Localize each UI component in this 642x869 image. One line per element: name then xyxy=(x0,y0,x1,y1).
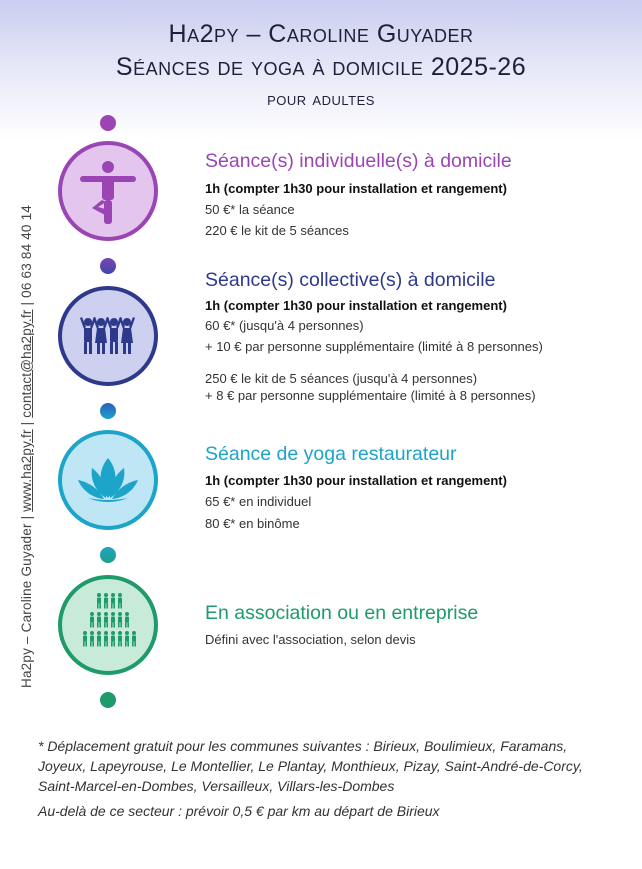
page-subtitle: Séances de yoga à domicile 2025-26 xyxy=(115,53,527,81)
collective-kit-extra-price: + 8 € par personne supplémentaire (limité à 8 personnes) xyxy=(205,388,536,403)
contact-name: Ha2py – Caroline Guyader xyxy=(19,523,34,688)
restaurative-section-title: Séance de yoga restaurateur xyxy=(205,443,457,465)
audience-label: pour adultes xyxy=(267,89,375,110)
collective-duration: 1h (compter 1h30 pour installation et rangement) xyxy=(205,298,507,313)
lotus-icon xyxy=(58,430,158,530)
collective-kit-price: 250 € le kit de 5 séances (jusqu'à 4 personnes) xyxy=(205,371,478,386)
email-link[interactable]: contact@ha2py.fr xyxy=(19,309,34,418)
separator: | xyxy=(19,297,34,310)
separator: | xyxy=(19,511,34,524)
timeline-dot xyxy=(100,403,116,419)
collective-price: 60 €* (jusqu'à 4 personnes) xyxy=(205,318,364,333)
timeline-dot xyxy=(100,115,116,131)
separator: | xyxy=(19,417,34,430)
restaurative-individual-price: 65 €* en individuel xyxy=(205,494,312,509)
yoga-tree-pose-icon xyxy=(58,141,158,241)
travel-footnote: * Déplacement gratuit pour les communes suivantes : Birieux, Boulimieux, Faramans, Joyeux, Lapeyrouse, Le Montellier, Le Plantay, Monthieux, Pizay, Saint-André-de-Corcy, Saint-Marcel-en-Dombes, Versailleux, Villars-les-Dombes xyxy=(38,738,583,794)
individual-duration: 1h (compter 1h30 pour installation et rangement) xyxy=(205,181,507,196)
restaurative-duration: 1h (compter 1h30 pour installation et rangement) xyxy=(205,473,507,488)
group-people-icon xyxy=(58,286,158,386)
page-title: Ha2py – Caroline Guyader xyxy=(168,20,474,48)
collective-extra-price: + 10 € par personne supplémentaire (limité à 8 personnes) xyxy=(205,339,543,354)
timeline-dot xyxy=(100,692,116,708)
timeline-dot xyxy=(100,547,116,563)
travel-extra-cost: Au-delà de ce secteur : prévoir 0,5 € par km au départ de Birieux xyxy=(38,803,440,819)
contact-sidebar xyxy=(19,128,34,688)
phone-number: 06 63 84 40 14 xyxy=(19,204,34,298)
individual-kit-price: 220 € le kit de 5 séances xyxy=(205,223,349,238)
website-link[interactable]: www.ha2py.fr xyxy=(19,429,34,512)
collective-section-title: Séance(s) collective(s) à domicile xyxy=(205,269,496,291)
association-detail: Défini avec l'association, selon devis xyxy=(205,632,416,647)
restaurative-pair-price: 80 €* en binôme xyxy=(205,516,300,531)
individual-section-title: Séance(s) individuelle(s) à domicile xyxy=(205,150,512,172)
crowd-pyramid-icon xyxy=(58,575,158,675)
individual-price: 50 €* la séance xyxy=(205,202,295,217)
association-section-title: En association ou en entreprise xyxy=(205,602,479,624)
timeline-dot xyxy=(100,258,116,274)
